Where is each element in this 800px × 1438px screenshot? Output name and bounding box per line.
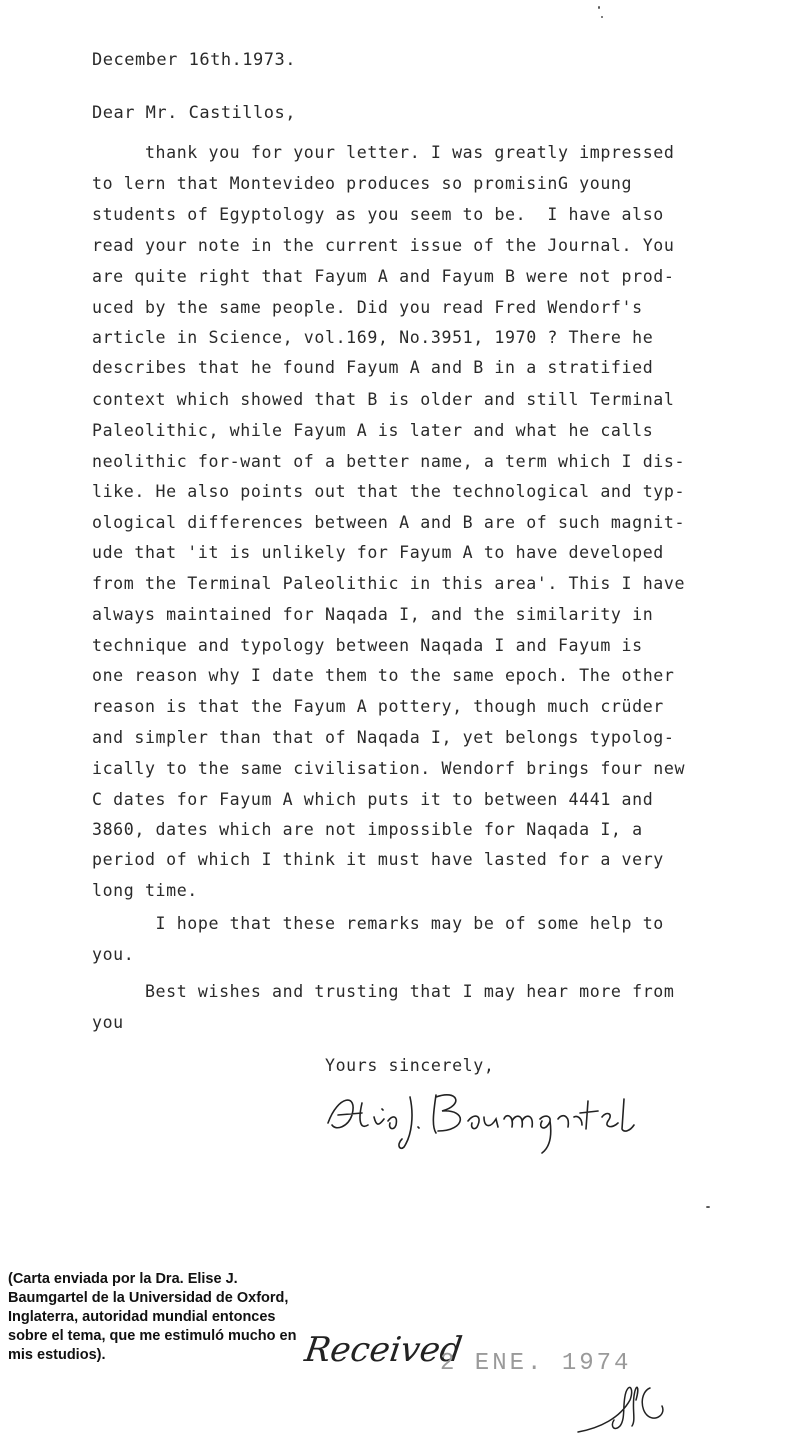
body-line: thank you for your letter. I was greatly impressed [92,143,675,162]
body-line: ude that 'it is unlikely for Fayum A to have developed [92,543,664,562]
body-line: 3860, dates which are not impossible for Naqada I, a [92,820,643,839]
body-line: I hope that these remarks may be of some help to [92,914,664,933]
scan-speck [598,6,600,9]
received-date-stamp: 2 ENE. 1974 [440,1350,632,1377]
body-line: technique and typology between Naqada I and Fayum is [92,636,643,655]
body-line: article in Science, vol.169, No.3951, 1970 ? There he [92,328,654,347]
caption-note: (Carta enviada por la Dra. Elise J. Baumgartel de la Universidad de Oxford, Inglaterra, autoridad mundial entonces sobre el tema, que me estimuló mucho en mis estudios). [8,1271,297,1363]
body-line: period of which I think it must have lasted for a very [92,850,664,869]
body-line: students of Egyptology as you seem to be. I have also [92,205,664,224]
body-line: and simpler than that of Naqada I, yet belongs typolog- [92,728,675,747]
body-line: uced by the same people. Did you read Fred Wendorf's [92,298,643,317]
body-line: ological differences between A and B are of such magnit- [92,513,686,532]
body-line: like. He also points out that the technological and typ- [92,482,686,501]
handwritten-signature [318,1075,648,1155]
scan-speck [706,1206,710,1208]
received-handwriting: Received [302,1330,465,1370]
body-line: to lern that Montevideo produces so promisinG young [92,174,633,193]
body-line: Paleolithic, while Fayum A is later and what he calls [92,421,654,440]
body-line: C dates for Fayum A which puts it to between 4441 and [92,790,654,809]
body-line: Best wishes and trusting that I may hear more from [92,982,675,1001]
body-line: you [92,1013,124,1032]
body-line: context which showed that B is older and still Terminal [92,390,675,409]
letter-salutation: Dear Mr. Castillos, [92,103,296,123]
body-line: read your note in the current issue of the Journal. You [92,236,675,255]
body-line: are quite right that Fayum A and Fayum B were not prod- [92,267,675,286]
handwritten-initials [570,1370,680,1438]
body-line: always maintained for Naqada I, and the similarity in [92,605,654,624]
body-line: you. [92,945,135,964]
scan-speck [601,16,603,18]
body-line: one reason why I date them to the same epoch. The other [92,666,675,685]
body-line: from the Terminal Paleolithic in this area'. This I have [92,574,686,593]
letter-closing: Yours sincerely, [325,1056,495,1075]
body-line: neolithic for-want of a better name, a term which I dis- [92,452,686,471]
body-line: reason is that the Fayum A pottery, though much crüder [92,697,664,716]
letter-date: December 16th.1973. [92,50,296,70]
body-line: long time. [92,881,198,900]
body-line: describes that he found Fayum A and B in a stratified [92,358,654,377]
body-line: ically to the same civilisation. Wendorf brings four new [92,759,686,778]
